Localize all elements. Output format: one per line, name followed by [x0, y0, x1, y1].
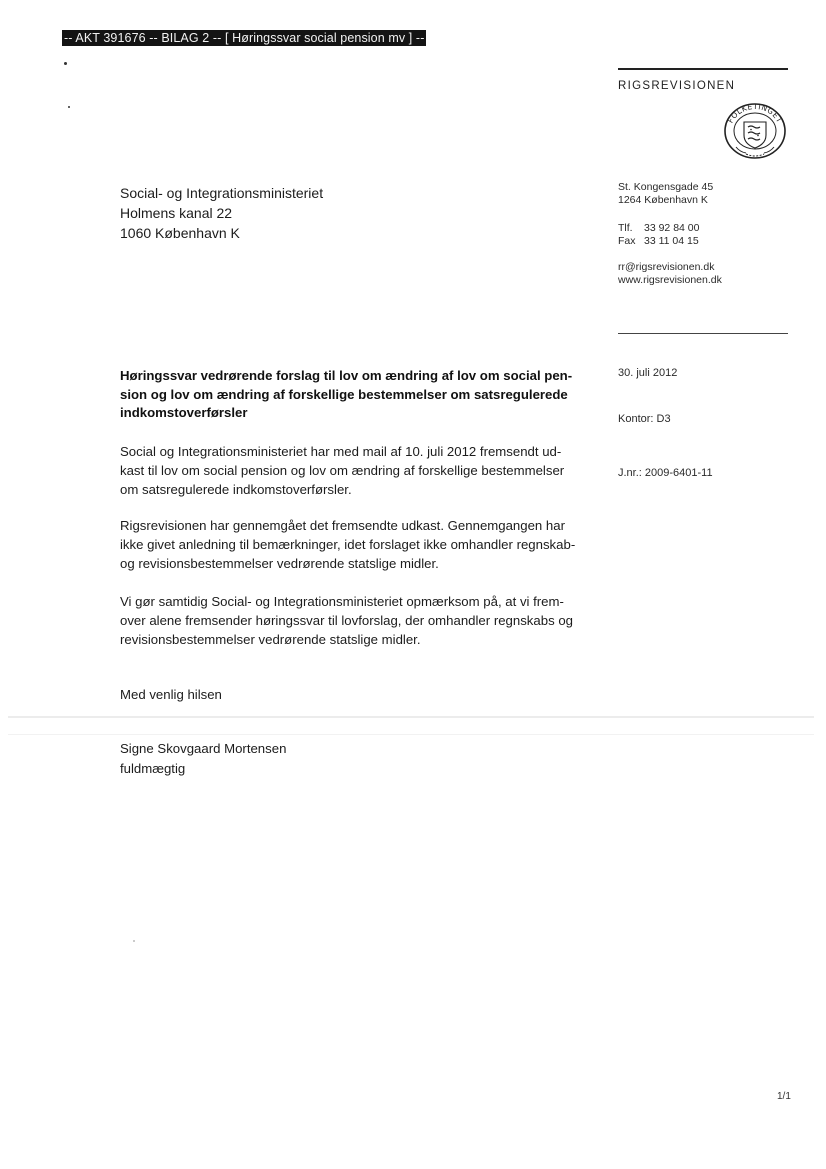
seal-text: FOLKETINGET — [725, 101, 785, 125]
scan-artifact-line — [8, 734, 814, 735]
closing-phrase: Med venlig hilsen — [120, 687, 222, 702]
subject-line: sion og lov om ændring af forskellige bestemmelser om satsregulerede — [120, 386, 568, 402]
sender-website-link[interactable]: www.rigsrevisionen.dk — [618, 274, 722, 286]
sender-address-street: St. Kongensgade 45 — [618, 181, 714, 193]
subject-line: indkomstoverførsler — [120, 405, 248, 420]
body-paragraph-3 — [120, 592, 590, 649]
subject-line: Høringssvar vedrørende forslag til lov om ændring af lov om social pen- — [120, 368, 573, 383]
paragraph-line: over alene fremsender høringssvar til lovforslag, der omhandler regnskabs og — [120, 613, 573, 628]
sender-name: RIGSREVISIONEN — [618, 80, 736, 92]
recipient-street: Holmens kanal 22 — [120, 205, 233, 221]
sender-fax-row — [618, 235, 699, 248]
body-paragraph-1 — [120, 442, 590, 499]
recipient-name: Social- og Integrationsministeriet — [120, 185, 324, 201]
fax-number: 33 11 04 15 — [644, 235, 699, 247]
paragraph-line: og revisionsbestemmelser vedrørende statslige midler. — [120, 556, 439, 571]
office-code: Kontor: D3 — [618, 413, 671, 425]
signature-title: fuldmægtig — [120, 761, 186, 776]
letter-subject — [120, 367, 590, 423]
scan-speck — [64, 62, 67, 65]
sender-address-city: 1264 København K — [618, 194, 708, 206]
scan-speck — [133, 940, 135, 942]
page-number: 1/1 — [777, 1091, 791, 1102]
body-paragraph-2 — [120, 516, 590, 573]
sender-phone-row — [618, 222, 699, 235]
paragraph-line: Vi gør samtidig Social- og Integrationsministeriet opmærksom på, at vi frem- — [120, 594, 564, 609]
paragraph-line: om satsregulerede indkomstoverførsler. — [120, 482, 352, 497]
fax-label: Fax — [618, 235, 636, 247]
paragraph-line: Social og Integrationsministeriet har med mail af 10. juli 2012 fremsendt ud- — [120, 444, 562, 459]
folketinget-seal-icon — [722, 100, 788, 160]
paragraph-line: Rigsrevisionen har gennemgået det fremsendte udkast. Gennemgangen har — [120, 518, 565, 533]
scan-speck — [68, 106, 70, 108]
recipient-city: 1060 København K — [120, 225, 240, 241]
phone-number: 33 92 84 00 — [644, 222, 700, 234]
paragraph-line: ikke givet anledning til bemærkninger, idet forslaget ikke omhandler regnskab- — [120, 537, 576, 552]
sidebar-rule — [618, 333, 788, 334]
signature-name: Signe Skovgaard Mortensen — [120, 741, 287, 756]
document-header-banner: -- AKT 391676 -- BILAG 2 -- [ Høringssvar social pension mv ] -- — [64, 31, 425, 45]
paragraph-line: kast til lov om social pension og lov om ændring af forskellige bestemmelser — [120, 463, 565, 478]
journal-number: J.nr.: 2009-6401-11 — [618, 467, 713, 479]
letter-date: 30. juli 2012 — [618, 367, 678, 379]
phone-label: Tlf. — [618, 222, 633, 234]
letterhead-rule — [618, 68, 788, 70]
paragraph-line: revisionsbestemmelser vedrørende statslige midler. — [120, 632, 421, 647]
scan-artifact-line — [8, 716, 814, 718]
sender-email-link[interactable]: rr@rigsrevisionen.dk — [618, 261, 715, 273]
